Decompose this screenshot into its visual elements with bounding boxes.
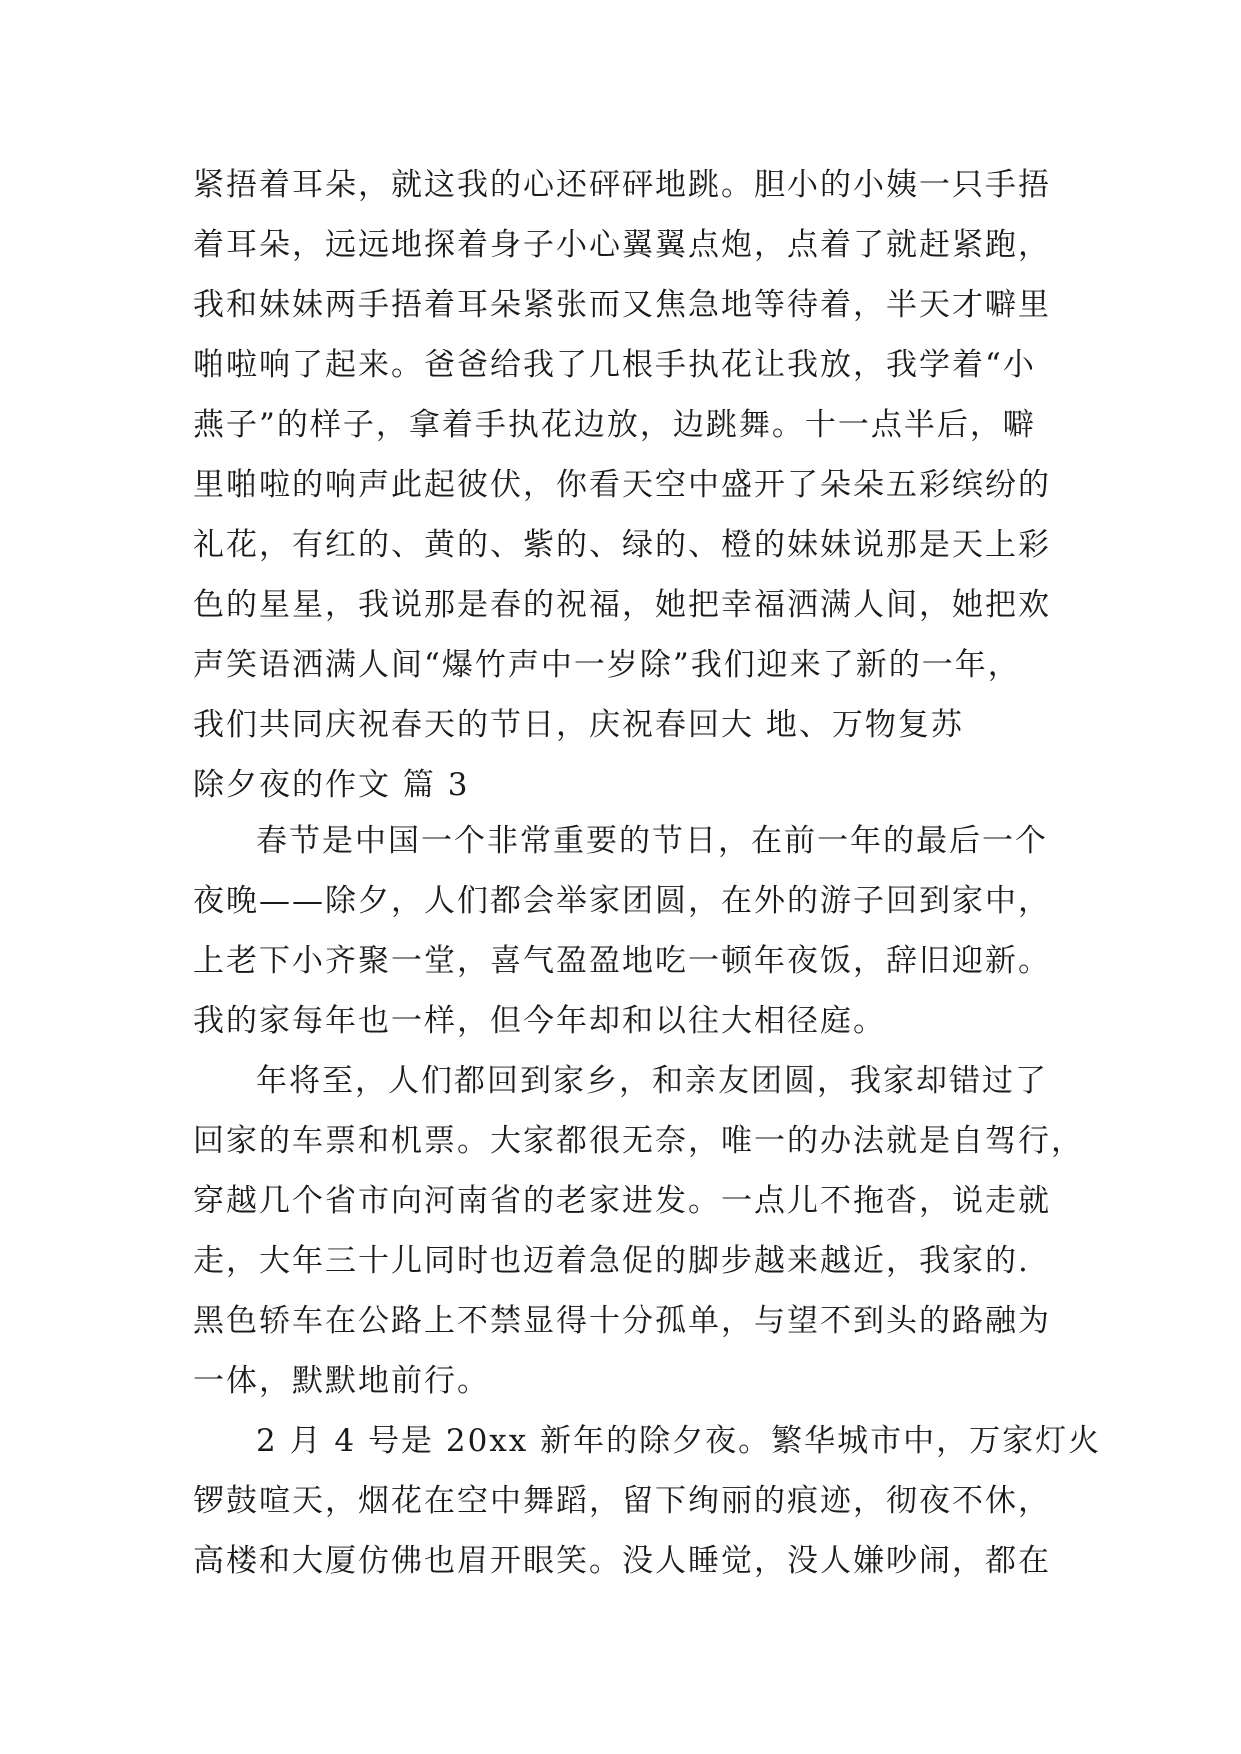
continuation-paragraph [193, 160, 1073, 760]
text-line: 上老下小齐聚一堂，喜气盈盈地吃一顿年夜饭，辞旧迎新。 [193, 943, 1051, 979]
text-line: 我和妹妹两手捂着耳朵紧张而又焦急地等待着，半天才噼里 [193, 287, 1051, 323]
text-line: 回家的车票和机票。大家都很无奈，唯一的办法就是自驾行， [193, 1123, 1084, 1159]
text-line: 夜晚——除夕，人们都会举家团圆，在外的游子回到家中， [193, 883, 1051, 919]
text-line: 礼花，有红的、黄的、紫的、绿的、橙的妹妹说那是天上彩 [193, 527, 1051, 563]
text-line: 紧捂着耳朵，就这我的心还砰砰地跳。胆小的小姨一只手捂 [193, 167, 1051, 203]
text-line: 2 月 4 号是 20xx 新年的除夕夜。繁华城市中，万家灯火 [256, 1423, 1102, 1459]
text-line: 色的星星，我说那是春的祝福，她把幸福洒满人间，她把欢 [193, 587, 1051, 623]
text-line: 高楼和大厦仿佛也眉开眼笑。没人睡觉，没人嫌吵闹，都在 [193, 1543, 1051, 1579]
text-line: 着耳朵，远远地探着身子小心翼翼点炮，点着了就赶紧跑， [193, 227, 1051, 263]
text-line: 年将至，人们都回到家乡，和亲友团圆，我家却错过了 [256, 1063, 1048, 1099]
text-line: 锣鼓喧天，烟花在空中舞蹈，留下绚丽的痕迹，彻夜不休， [193, 1483, 1051, 1519]
text-line: 啪啦响了起来。爸爸给我了几根手执花让我放，我学着“小 [193, 347, 1036, 383]
text-line: 声笑语洒满人间“爆竹声中一岁除”我们迎来了新的一年， [193, 647, 1021, 683]
text-line: 我们共同庆祝春天的节日，庆祝春回大 地、万物复苏 [193, 707, 964, 743]
section-heading: 除夕夜的作文 篇 3 [193, 767, 470, 803]
text-line: 走，大年三十儿同时也迈着急促的脚步越来越近，我家的. [193, 1243, 1030, 1279]
text-line: 春节是中国一个非常重要的节日，在前一年的最后一个 [256, 823, 1048, 859]
paragraph-1 [193, 816, 1073, 1056]
text-line: 一体，默默地前行。 [193, 1363, 490, 1399]
text-line: 穿越几个省市向河南省的老家进发。一点儿不拖沓，说走就 [193, 1183, 1051, 1219]
paragraph-3 [193, 1416, 1102, 1596]
paragraph-2 [193, 1056, 1084, 1416]
text-line: 我的家每年也一样，但今年却和以往大相径庭。 [193, 1003, 886, 1039]
text-line: 黑色轿车在公路上不禁显得十分孤单，与望不到头的路融为 [193, 1303, 1051, 1339]
text-line: 里啪啦的响声此起彼伏，你看天空中盛开了朵朵五彩缤纷的 [193, 467, 1051, 503]
body-text [193, 160, 1102, 1596]
text-line: 燕子”的样子，拿着手执花边放，边跳舞。十一点半后，噼 [193, 407, 1036, 443]
